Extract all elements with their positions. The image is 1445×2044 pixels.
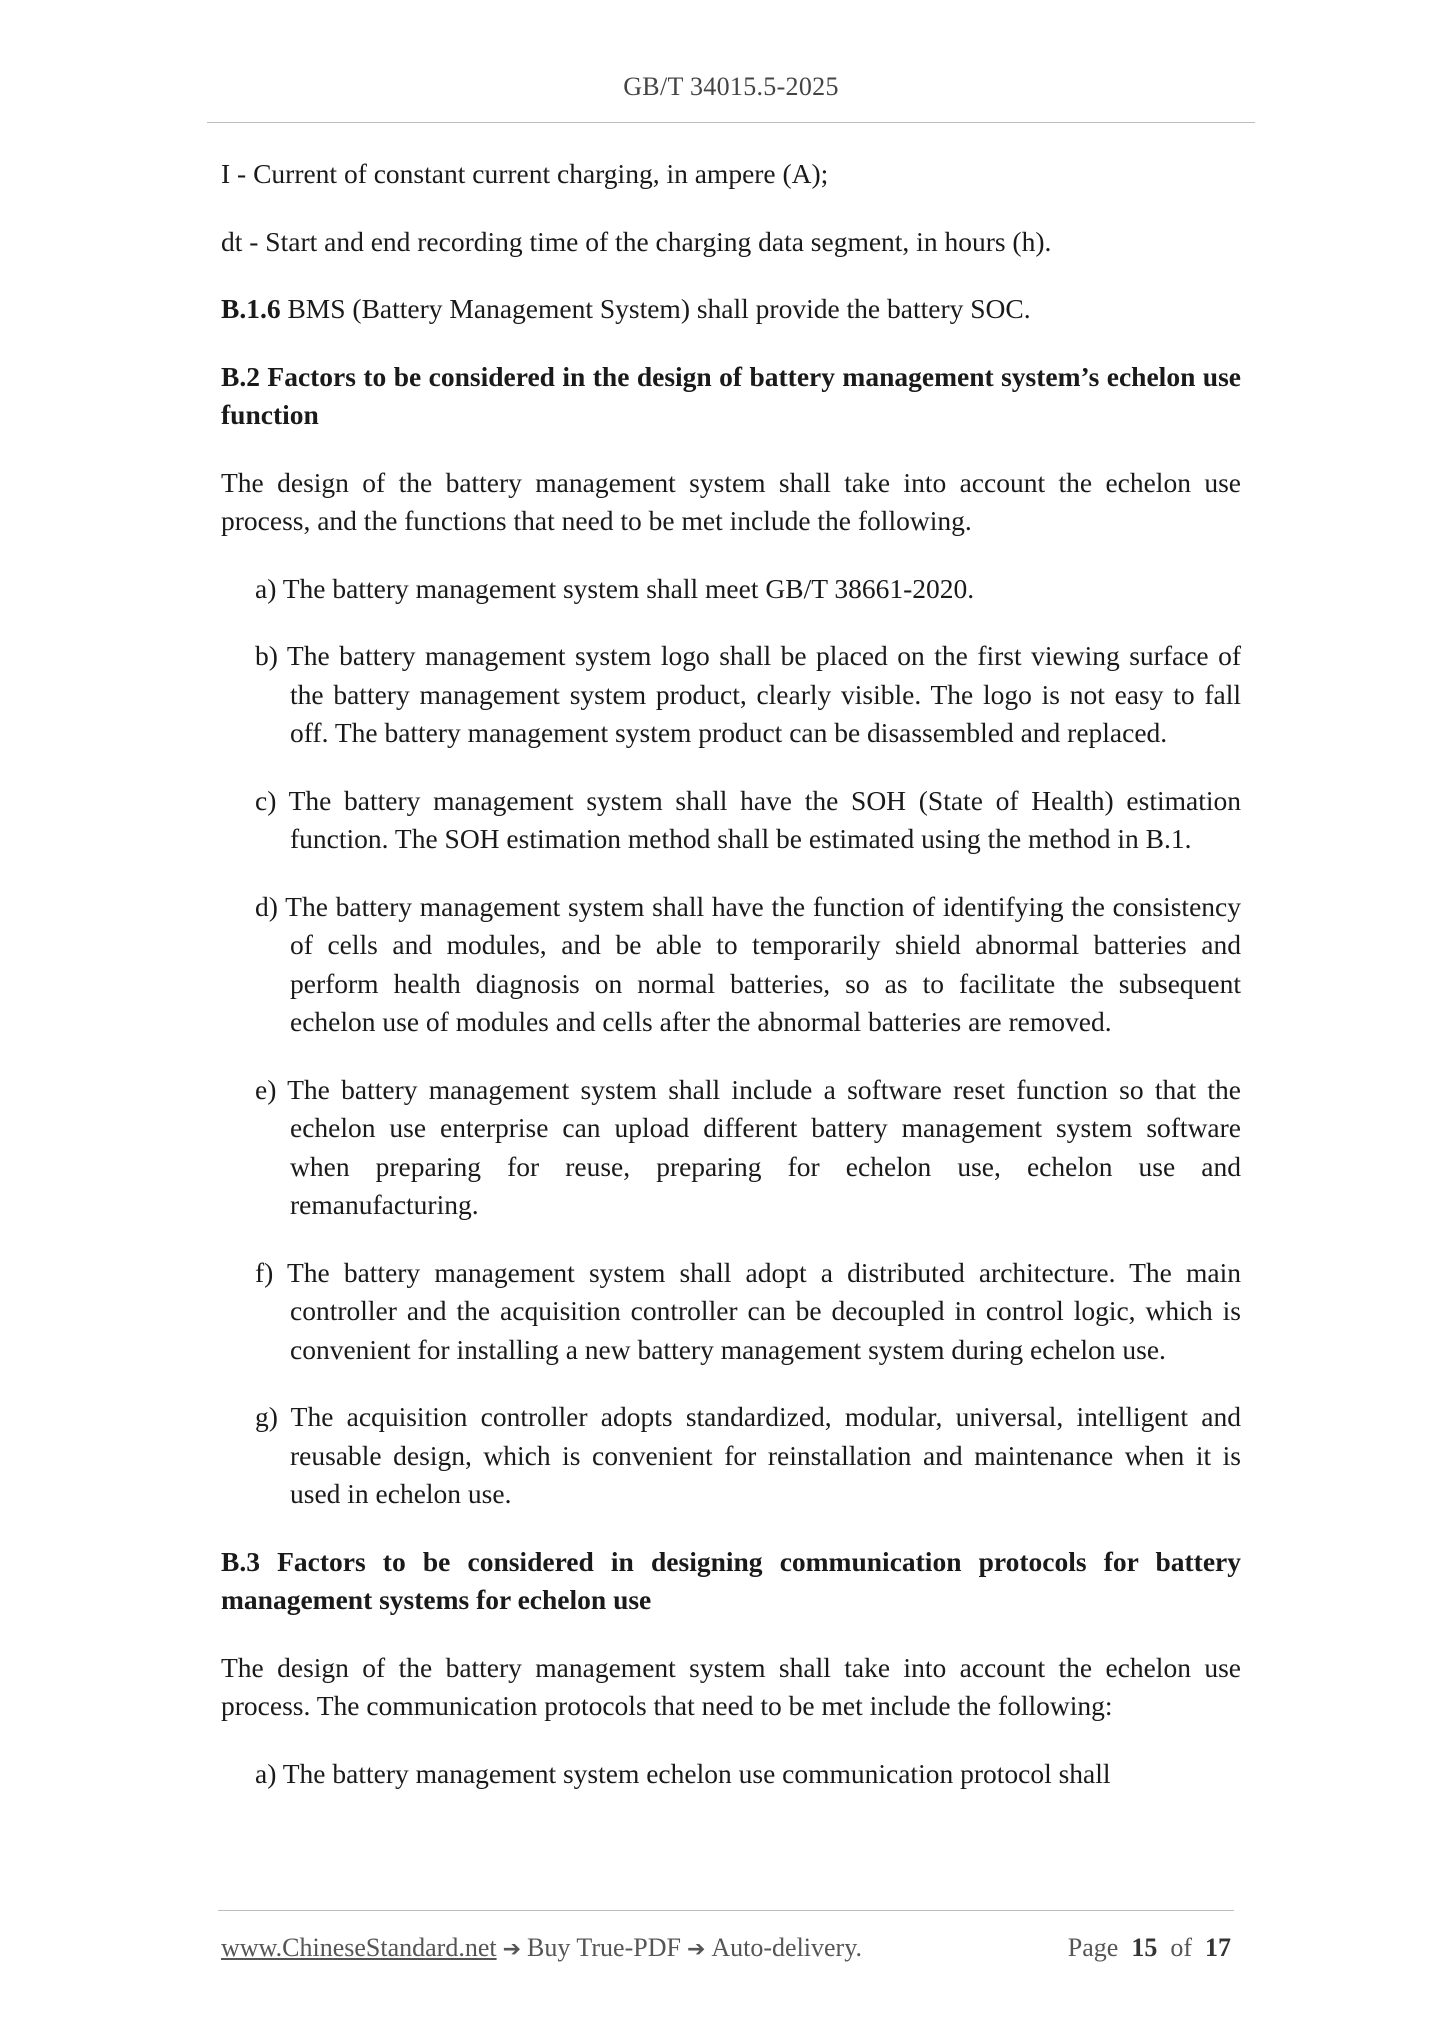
auto-delivery-text: Auto-delivery. xyxy=(711,1933,863,1962)
current-page-number: 15 xyxy=(1131,1933,1158,1962)
variable-definition-i: I - Current of constant current charging, in ampere (A); xyxy=(221,158,829,189)
document-header-title: GB/T 34015.5-2025 xyxy=(623,72,839,101)
clause-b16-text: BMS (Battery Management System) shall provide the battery SOC. xyxy=(280,293,1031,324)
section-heading-b3: B.3 Factors to be considered in designing communication protocols for battery management systems for echelon use xyxy=(221,1545,1241,1615)
site-link[interactable]: www.ChineseStandard.net xyxy=(221,1933,497,1962)
footer-divider xyxy=(218,1910,1234,1911)
section-b2-intro: The design of the battery management system shall take into account the echelon use process, and the functions that need to be met include the following. xyxy=(221,466,1241,536)
arrow-right-icon: ➔ xyxy=(502,1937,522,1962)
footer-links xyxy=(221,1933,862,1963)
clause-b16-number: B.1.6 xyxy=(221,293,281,324)
list-item-b2-a: a) The battery management system shall meet GB/T 38661-2020. xyxy=(255,572,975,604)
list-item-b2-f: f) The battery management system shall adopt a distributed architecture. The main controller and the acquisition controller can be decoupled in control logic, which is convenient for installing a new battery management system during echelon use. xyxy=(255,1256,1241,1365)
page-indicator xyxy=(1068,1933,1231,1963)
header-divider xyxy=(207,122,1255,123)
list-item-b2-c: c) The battery management system shall have the SOH (State of Health) estimation function. The SOH estimation method shall be estimated using the method in B.1. xyxy=(255,784,1241,854)
section-heading-b2: B.2 Factors to be considered in the design of battery management system’s echelon use function xyxy=(221,360,1241,430)
document-body xyxy=(221,155,1241,1822)
variable-definition-dt: dt - Start and end recording time of the charging data segment, in hours (h). xyxy=(221,225,1052,257)
page-label: Page xyxy=(1067,1933,1119,1962)
section-b3-intro: The design of the battery management system shall take into account the echelon use process. The communication protocols that need to be met include the following: xyxy=(221,1651,1241,1721)
list-item-b3-a: a) The battery management system echelon use communication protocol shall xyxy=(255,1757,1111,1789)
list-item-b2-b: b) The battery management system logo shall be placed on the first viewing surface of the battery management system product, clearly visible. The logo is not easy to fall off. The battery management system product can be disassembled and replaced. xyxy=(255,640,1241,748)
list-item-b2-d: d) The battery management system shall have the function of identifying the consistency of cells and modules, and be able to temporarily shield abnormal batteries and perform health diagnosis on normal batteries, so as to facilitate the subsequent echelon use of modules and cells after the abnormal batteries are removed. xyxy=(255,890,1241,1037)
arrow-right-icon: ➔ xyxy=(686,1937,706,1962)
total-pages-number: 17 xyxy=(1205,1933,1231,1962)
of-label: of xyxy=(1170,1933,1192,1962)
clause-b16 xyxy=(221,290,1241,329)
list-item-b2-e: e) The battery management system shall include a software reset function so that the echelon use enterprise can upload different battery management system software when preparing for reuse, preparing for echelon use, echelon use and remanufacturing. xyxy=(255,1073,1241,1220)
list-item-b2-g: g) The acquisition controller adopts standardized, modular, universal, intelligent and reusable design, which is convenient for reinstallation and maintenance when it is used in echelon use. xyxy=(255,1401,1241,1509)
buy-true-pdf-text: Buy True-PDF xyxy=(527,1933,681,1962)
